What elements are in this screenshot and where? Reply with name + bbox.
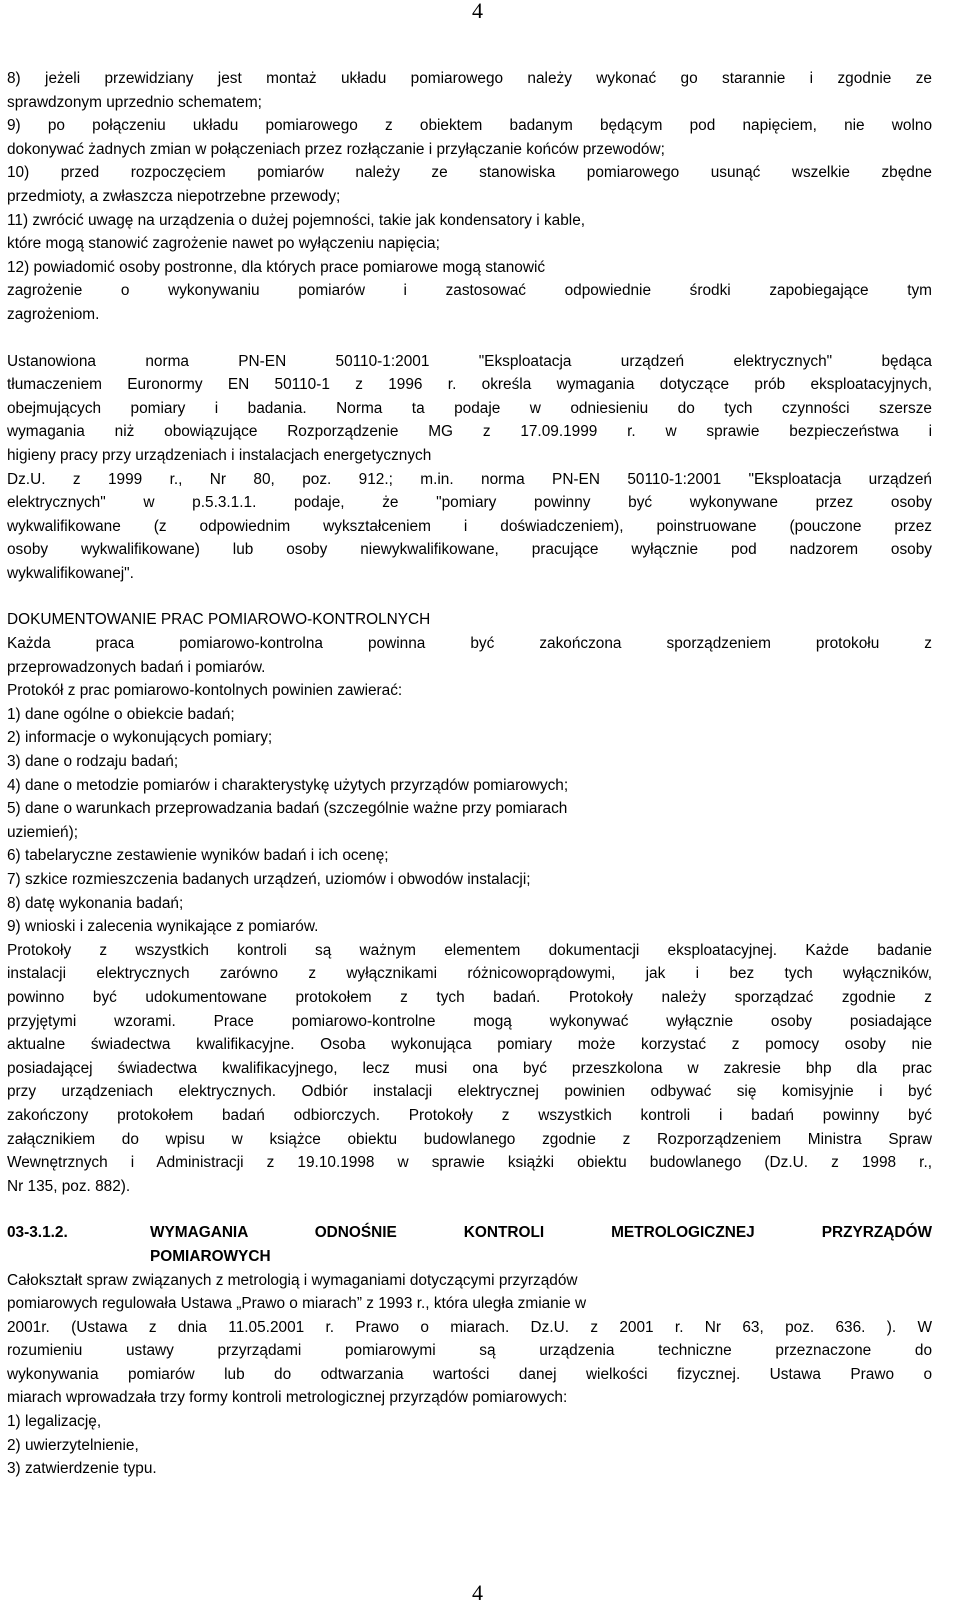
list-item: 2) informacje o wykonujących pomiary; [7,729,273,747]
list-item: 2) uwierzytelnienie, [7,1436,139,1454]
paragraph-line: obejmujących pomiary i badania. Norma ta podaje w odniesieniu do tych czynności szersze [7,399,932,417]
list-line: dokonywać żadnych zmian w połączeniach przez rozłączanie i przyłączanie końców przewodów; [7,140,665,158]
section-heading-metrology [7,1221,932,1268]
list-line: 12) powiadomić osoby postronne, dla których prace pomiarowe mogą stanowić [7,258,546,276]
paragraph-line: przeprowadzonych badań i pomiarów. [7,658,266,676]
document-body [7,67,932,1481]
paragraph-line: wymagania niż obowiązujące Rozporządzenie MG z 17.09.1999 r. w sprawie bezpieczeństwa i [7,423,932,441]
paragraph-line: elektrycznych" w p.5.3.1.1. podaje, że "pomiary powinny być wykonywane przez osoby [7,494,932,512]
safety-list [7,67,932,327]
list-item: 7) szkice rozmieszczenia badanych urządzeń, uziomów i obwodów instalacji; [7,871,531,888]
paragraph-line: Protokoły z wszystkich kontroli są ważnym elementem dokumentacji eksploatacyjnej. Każde badanie [7,941,932,959]
norm-paragraph [7,350,932,586]
list-line: sprawdzonym uprzednio schematem; [7,93,262,111]
paragraph-line: zakończony protokołem badań odbiorczych. Protokoły z wszystkich kontroli i badań powinny być [7,1106,932,1124]
paragraph-line: instalacji elektrycznych zarówno z wyłącznikami różnicowoprądowymi, jak i bez tych wyłączników, [7,965,932,983]
paragraph-line: 2001r. (Ustawa z dnia 11.05.2001 r. Prawo o miarach. Dz.U. z 2001 r. Nr 63, poz. 636. ). W [7,1318,932,1336]
paragraph-line: Całokształt spraw związanych z metrologią i wymaganiami dotyczącymi przyrządów [7,1271,578,1289]
paragraph-line: załącznikiem do wpisu w książce obiektu budowlanego zgodnie z Rozporządzeniem Ministra Spraw [7,1130,932,1148]
paragraph-line: higieny pracy przy urządzeniach i instalacjach energetycznych [7,446,432,464]
list-line: 11) zwrócić uwagę na urządzenia o dużej pojemności, takie jak kondensatory i kable, [7,211,586,229]
paragraph-line: wykonywania pomiarów lub do odtwarzania wartości danej wielkości fizycznej. Ustawa Prawo o [7,1365,932,1383]
list-item: uziemień); [7,823,78,841]
documentation-section [7,608,932,1198]
list-item: 9) wnioski i zalecenia wynikające z pomiarów. [7,918,319,936]
paragraph-line: Dz.U. z 1999 r., Nr 80, poz. 912.; m.in. norma PN-EN 50110-1:2001 "Eksploatacja urządzeń [7,470,932,488]
list-line: 10) przed rozpoczęciem pomiarów należy ze stanowiska pomiarowego usunąć wszelkie zbędne [7,164,932,182]
list-item: 8) datę wykonania badań; [7,894,184,912]
paragraph-line: Ustanowiona norma PN-EN 50110-1:2001 "Eksploatacja urządzeń elektrycznych" będąca [7,352,932,370]
list-item: 1) legalizację, [7,1413,102,1431]
paragraph-line: wykwalifikowanej". [7,564,134,582]
paragraph-line: Nr 135, poz. 882). [7,1177,131,1195]
page-number-top: 4 [472,0,483,23]
list-line: które mogą stanowić zagrożenie nawet po wyłączeniu napięcia; [7,235,440,253]
paragraph-line: rozumieniu ustawy przyrządami pomiarowymi są urządzenia techniczne przeznaczone do [7,1342,932,1360]
paragraph-line: Protokół z prac pomiarowo-kontolnych powinien zawierać: [7,682,403,700]
list-item: 3) dane o rodzaju badań; [7,753,179,771]
paragraph-line: powinno być udokumentowane protokołem z tych badań. Protokoły należy sporządzać zgodnie z [7,988,932,1006]
list-line: 9) po połączeniu układu pomiarowego z obiektem badanym będącym pod napięciem, nie wolno [7,117,932,135]
section-heading-documentation: DOKUMENTOWANIE PRAC POMIAROWO-KONTROLNYCH [7,611,431,629]
list-line: zagrożeniom. [7,305,100,323]
metrology-paragraph [7,1269,932,1481]
paragraph-line: przy urządzeniach elektrycznych. Odbiór instalacji elektrycznej powinien odbywać się komisyjnie i być [7,1083,932,1101]
page-number-bottom: 4 [472,1580,483,1605]
section-title-line: WYMAGANIA ODNOŚNIE KONTROLI METROLOGICZNEJ PRZYRZĄDÓW [150,1224,932,1242]
paragraph-line: posiadającej świadectwa kwalifikacyjnego, lecz musi ona być przeszkolona w zakresie bhp dla prac [7,1059,932,1077]
paragraph-line: Każda praca pomiarowo-kontrolna powinna być zakończona sporządzeniem protokołu z [7,635,932,653]
paragraph-line: tłumaczeniem Euronormy EN 50110-1 z 1996 r. określa wymagania dotyczące prób eksploatacyjnych, [7,376,932,394]
paragraph-line: Wewnętrznych i Administracji z 19.10.1998 w sprawie książki obiektu budowlanego (Dz.U. z 1998 r., [7,1154,932,1172]
paragraph-line: pomiarowych regulowała Ustawa „Prawo o miarach” z 1993 r., która uległa zmianie w [7,1295,587,1313]
section-number: 03-3.1.2. [7,1224,68,1242]
list-line: przedmioty, a zwłaszcza niepotrzebne przewody; [7,187,341,205]
paragraph-line: osoby wykwalifikowane) lub osoby niewykwalifikowane, pracujące wyłącznie pod nadzorem osoby [7,541,932,559]
list-item: 3) zatwierdzenie typu. [7,1460,157,1478]
list-line: zagrożenie o wykonywaniu pomiarów i zastosować odpowiednie środki zapobiegające tym [7,282,932,300]
list-item: 1) dane ogólne o obiekcie badań; [7,705,235,723]
section-title [150,1221,932,1268]
paragraph-line: aktualne świadectwa kwalifikacyjne. Osoba wykonująca pomiary może korzystać z pomocy osoby nie [7,1036,932,1054]
paragraph-line: wykwalifikowane (z odpowiednim wykształceniem i doświadczeniem), poinstruowane (pouczone przez [7,517,932,535]
section-title-line: POMIAROWYCH [150,1247,271,1265]
paragraph-line: przyjętymi wzorami. Prace pomiarowo-kontrolne mogą wykonywać wyłącznie osoby posiadające [7,1012,932,1030]
list-item: 6) tabelaryczne zestawienie wyników badań i ich ocenę; [7,847,389,865]
list-item: 5) dane o warunkach przeprowadzania badań (szczególnie ważne przy pomiarach [7,800,568,818]
list-item: 4) dane o metodzie pomiarów i charakterystykę użytych przyrządów pomiarowych; [7,776,569,794]
paragraph-line: miarach wprowadzała trzy formy kontroli metrologicznej przyrządów pomiarowych: [7,1389,568,1407]
list-line: 8) jeżeli przewidziany jest montaż układu pomiarowego należy wykonać go starannie i zgodnie ze [7,70,932,87]
